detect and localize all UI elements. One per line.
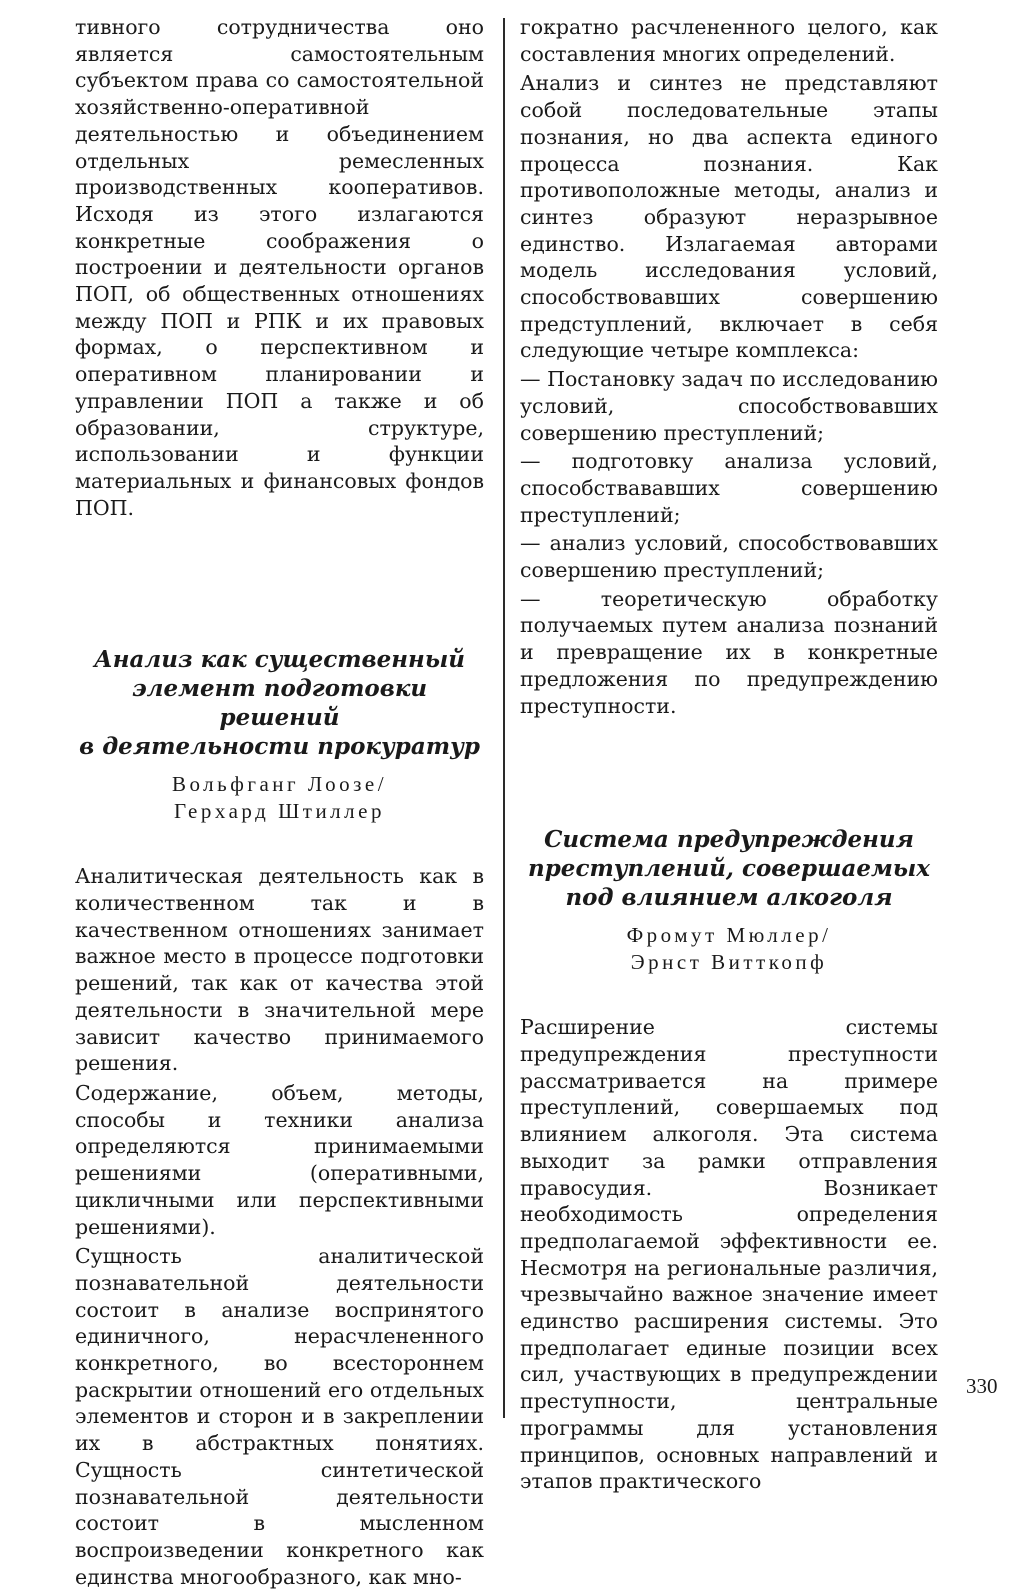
right-column xyxy=(520,14,938,1495)
left-column xyxy=(75,14,484,1590)
article-paragraph: Аналитическая деятельность как в количественном так и в качественном отношениях занимает важное место в процессе подготовки решений, так как от качества этой деятельности в значительной мере зависит качество принимаемого решения. xyxy=(75,864,484,1076)
list-item: — теоретическую обработку получаемых путем анализа познаний и превращение их в конкретные предложения по предупреждению преступности. xyxy=(520,586,938,718)
continuation-paragraph: тивного сотрудничества оно является самостоятельным субъектом права со самостоятельной хозяйственно-оперативной деятельностью и объединением отдельных ремесленных производственных кооперативов. Исходя из этого излагаются конкретные соображения о построении и деятельности органов ПОП, об общественных отношениях между ПОП и РПК и их правовых формах, о перспективном и оперативном планировании и управлении ПОП а также и об образовании, структуре, использовании и функции материальных и финансовых фондов ПОП. xyxy=(75,15,484,520)
article-paragraph: Сущность аналитической познавательной деятельности состоит в анализе воспринятого единичного, нерасчлененного конкретного, во всестороннем раскрытии отношений его отдельных элементов и сторон и в закреплении их в абстрактных понятиях. Сущность синтетической познавательной деятельности состоит в мысленном воспроизведении конкретного как единства многообразного, как мно- xyxy=(75,1244,484,1589)
article-paragraph: Содержание, объем, методы, способы и техники анализа определяются принимаемыми решениями (оперативными, цикличными или перспективными решениями). xyxy=(75,1080,484,1239)
continuation-paragraph: гократно расчлененного целого, как составления многих определений. xyxy=(520,15,938,66)
list-item: — подготовку анализа условий, способствававших совершению преступлений; xyxy=(520,449,938,527)
article-paragraph: Анализ и синтез не представляют собой последовательные этапы познания, но два аспекта единого процесса познания. Как противоположные методы, анализ и синтез образуют неразрывное единство. Излагаемая авторами модель исследования условий, способствовавших совершению предступлений, включает в себя следующие четыре комплекса: xyxy=(520,71,938,363)
article-authors-prevention: Фромут Мюллер/ Эрнст Витткопф xyxy=(626,923,832,975)
article-authors-analysis: Вольфганг Лоозе/ Герхард Штиллер xyxy=(171,772,388,824)
list-item: — Постановку задач по исследованию условий, способствовавших совершению преступлений; xyxy=(520,367,938,445)
list-item: — анализ условий, способствовавших совершению преступлений; xyxy=(520,531,938,583)
article-title-prevention: Система предупреждения преступлений, совершаемых под влиянием алкоголя xyxy=(528,826,930,912)
column-divider xyxy=(503,18,505,1418)
article-paragraph: Расширение системы предупреждения преступности рассматривается на примере преступлений, совершаемых под влиянием алкоголя. Эта система выходит за рамки отправления правосудия. Возникает необходимость определения предполагаемой эффективности ее. Несмотря на региональные различия, чрезвычайно важное значение имеет единство расширения системы. Это предполагает единые позиции всех сил, участвующих в предупреждении преступности, центральные программы для установления принципов, основных направлений и этапов практического xyxy=(520,1015,938,1494)
page-number: 330 xyxy=(966,1374,998,1398)
article-title-analysis: Анализ как существенный элемент подготовки решений в деятельности прокуратур xyxy=(79,646,480,761)
